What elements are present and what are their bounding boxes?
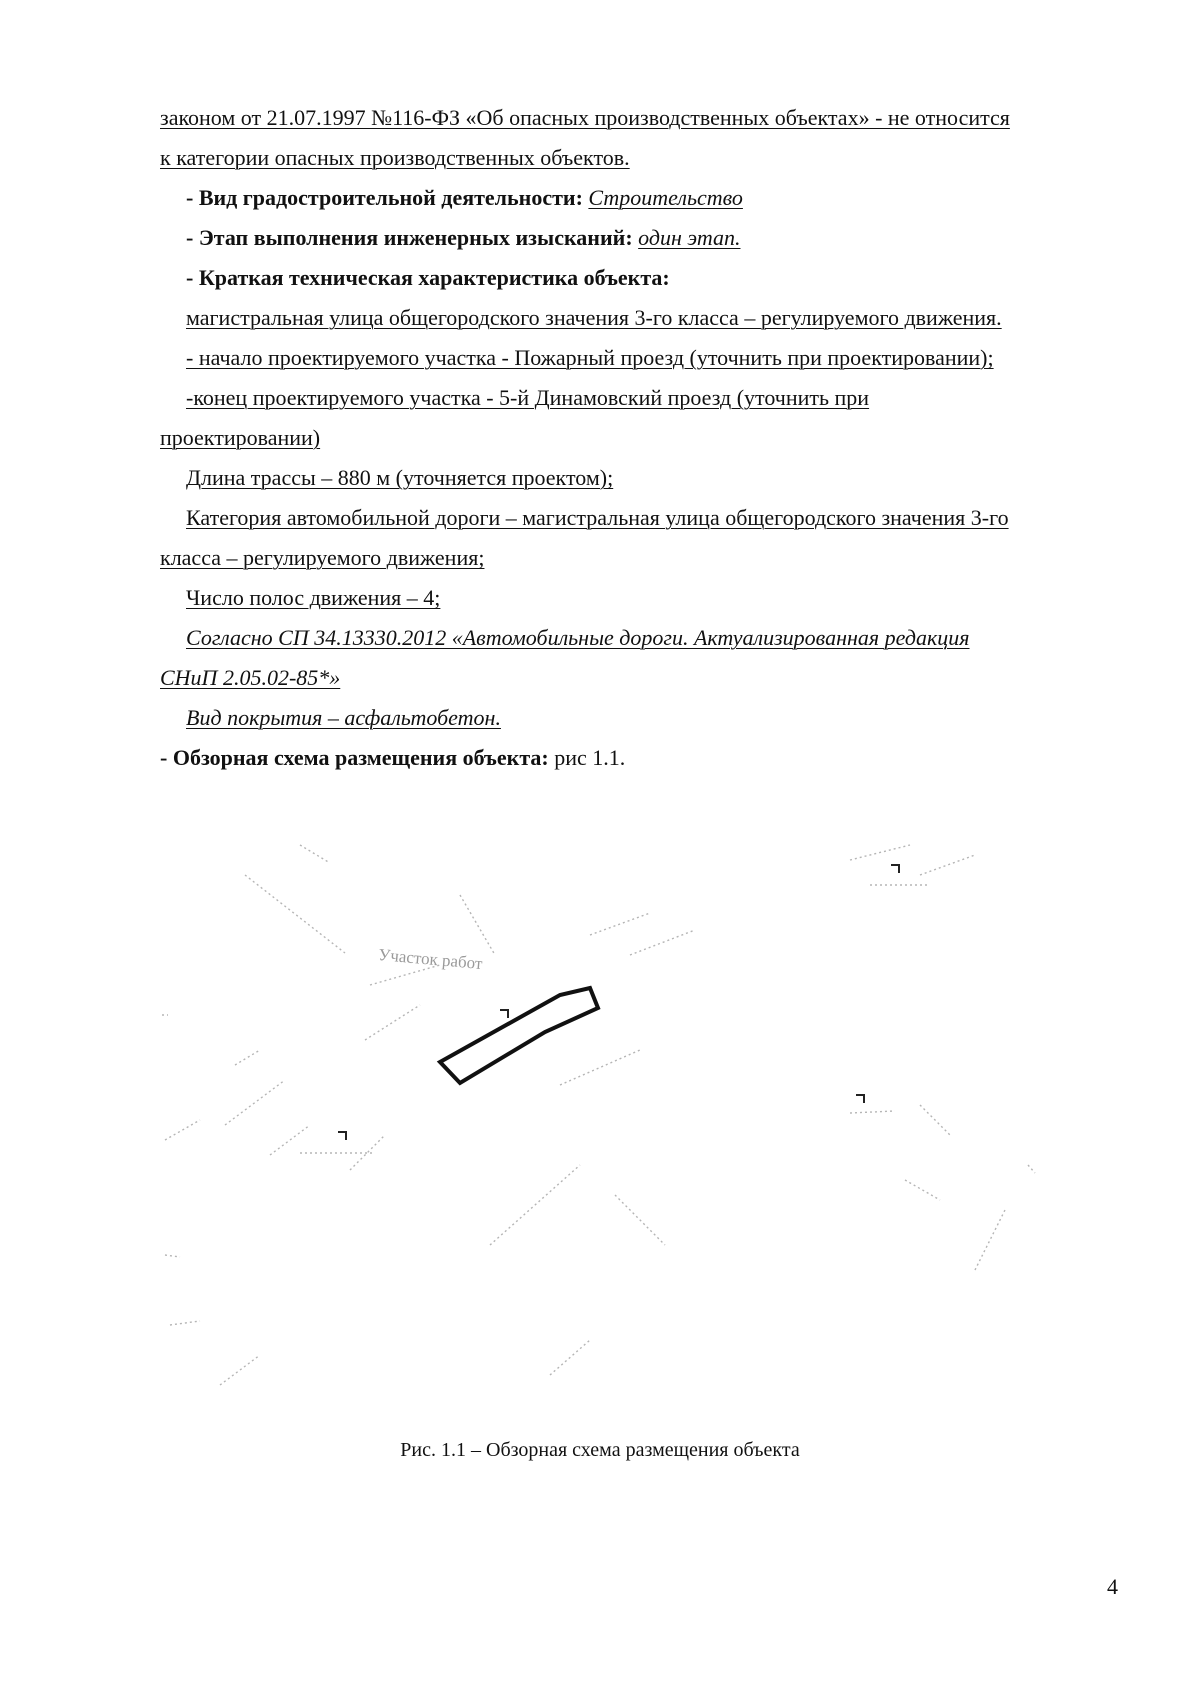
tech-line: класса – регулируемого движения; (160, 545, 485, 570)
activity-line (186, 184, 743, 212)
street-label-mark (975, 1210, 1005, 1270)
page-number: 4 (1107, 1574, 1118, 1599)
tech-line: проектировании) (160, 425, 321, 450)
street-label-mark (165, 1120, 200, 1140)
street-label-mark (270, 1125, 310, 1155)
tech-label: - Краткая техническая характеристика объекта: (186, 265, 670, 290)
scheme-line (160, 744, 625, 772)
street-label-mark (365, 1005, 420, 1040)
street-label-mark (220, 1355, 260, 1385)
text-line-continuation-1: законом от 21.07.1997 №116-ФЗ «Об опасных производственных объектах» - не относится (160, 105, 1010, 130)
landmark-markers (338, 865, 899, 1140)
street-label-mark (165, 1255, 180, 1257)
scheme-label: - Обзорная схема размещения объекта: (160, 745, 549, 770)
street-label-mark (560, 1050, 640, 1085)
stage-value: один этап. (638, 225, 741, 250)
metro-icon (891, 865, 899, 873)
street-label-marks (162, 845, 1035, 1385)
street-label-mark (170, 1321, 200, 1325)
tech-line: Вид покрытия – асфальтобетон. (186, 705, 501, 730)
tech-line: - начало проектируемого участка - Пожарный проезд (уточнить при проектировании); (186, 345, 994, 370)
scheme-ref: рис 1.1. (548, 745, 626, 770)
work-area-outline (440, 988, 598, 1083)
tech-line: Число полос движения – 4; (186, 585, 441, 610)
street-label-mark (920, 855, 975, 875)
activity-label: - Вид градостроительной деятельности: (186, 185, 583, 210)
overview-map (160, 835, 1120, 1425)
street-label-mark (920, 1105, 950, 1135)
street-label-mark (460, 895, 495, 955)
street-label-mark (1028, 1165, 1035, 1173)
tech-line: Длина трассы – 880 м (уточняется проектом); (186, 465, 614, 490)
tech-line: Категория автомобильной дороги – магистральная улица общегородского значения 3-го (186, 505, 1009, 530)
street-label-mark (905, 1180, 940, 1200)
stage-line (186, 224, 740, 252)
tech-line: СНиП 2.05.02-85*» (160, 665, 341, 690)
metro-icon (856, 1095, 864, 1103)
tech-line: -конец проектируемого участка - 5-й Динамовский проезд (уточнить при (186, 385, 870, 410)
figure-caption: Рис. 1.1 – Обзорная схема размещения объекта (400, 1439, 800, 1461)
street-label-mark (630, 930, 695, 955)
metro-icon (500, 1010, 508, 1018)
street-label-mark (300, 845, 330, 863)
stage-label: - Этап выполнения инженерных изысканий: (186, 225, 633, 250)
street-label-mark (850, 845, 910, 860)
street-label-mark (225, 1080, 285, 1125)
activity-value: Строительство (588, 185, 743, 210)
street-label-mark (245, 875, 345, 953)
text-line-continuation-2: к категории опасных производственных объектов. (160, 145, 630, 170)
work-area-label: Участок работ (377, 945, 484, 974)
tech-line: магистральная улица общегородского значения 3-го класса – регулируемого движения. (186, 305, 1002, 330)
street-label-mark (590, 913, 650, 935)
street-label-mark (615, 1195, 665, 1245)
street-label-mark (235, 1050, 260, 1065)
street-label-mark (550, 1340, 590, 1375)
landmark-label-mark (850, 1111, 895, 1113)
street-label-mark (490, 1165, 580, 1245)
metro-icon (338, 1132, 346, 1140)
tech-line: Согласно СП 34.13330.2012 «Автомобильные дороги. Актуализированная редакция (186, 625, 970, 650)
